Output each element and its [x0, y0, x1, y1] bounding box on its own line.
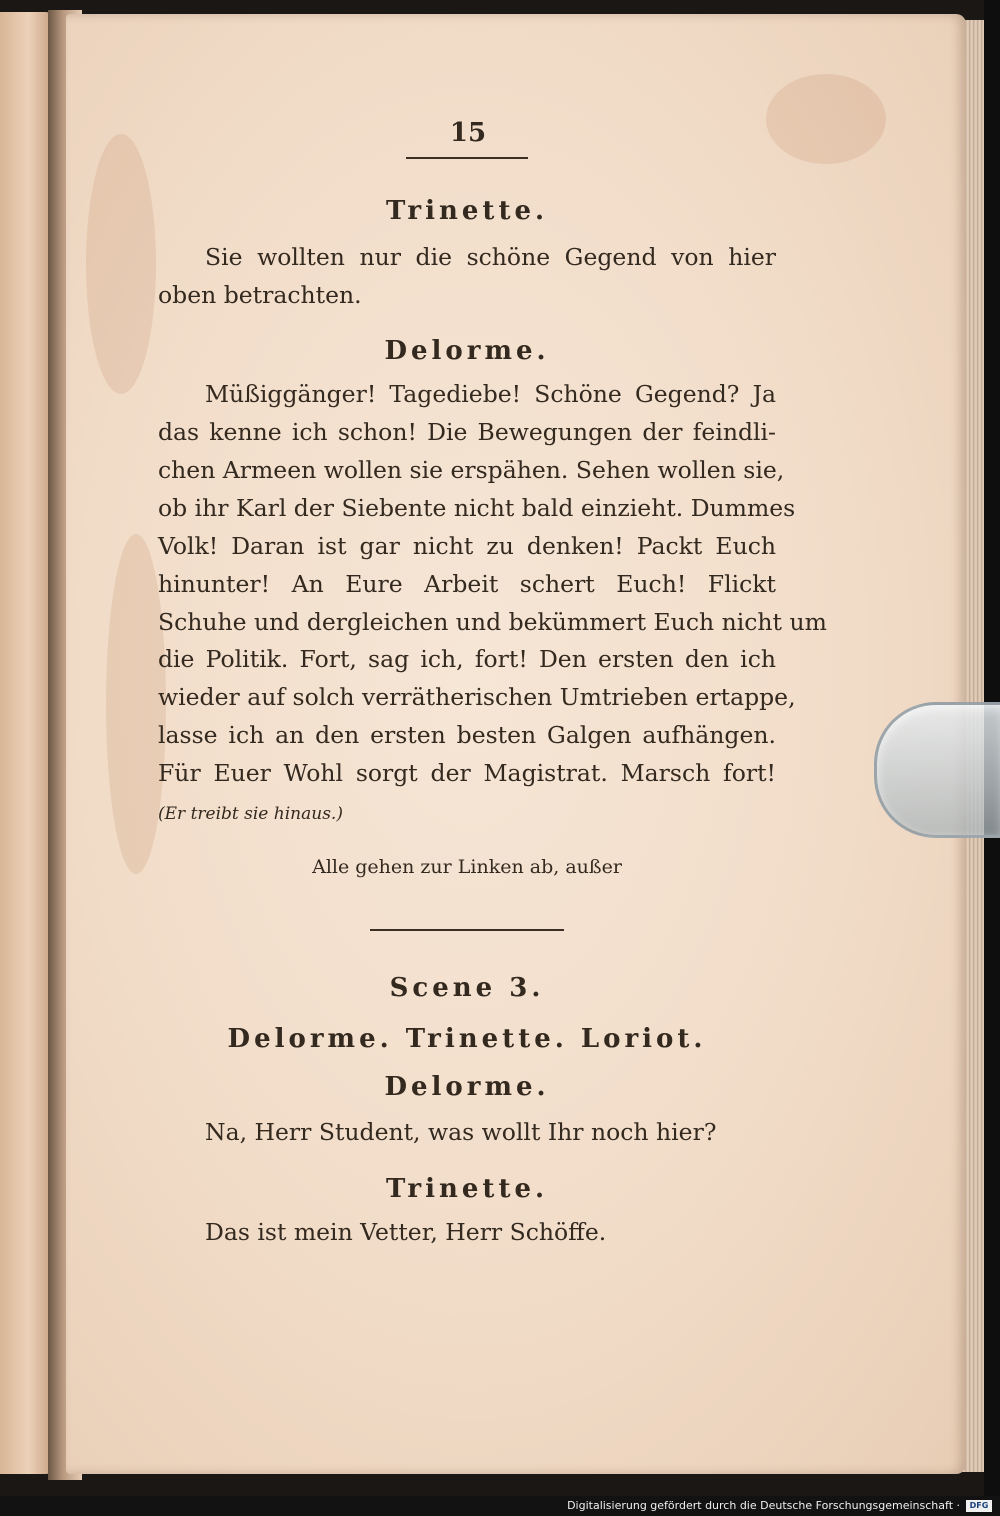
- text-line: hinunter! An Eure Arbeit schert Euch! Flickt: [158, 570, 776, 598]
- text-line: Volk! Daran ist gar nicht zu denken! Packt Euch: [158, 532, 776, 560]
- scene-heading: Scene 3.: [389, 973, 545, 1003]
- page-clip: [874, 702, 1000, 838]
- text-line: lasse ich an den ersten besten Galgen aufhängen.: [158, 721, 776, 749]
- speaker-name: Trinette.: [385, 196, 549, 226]
- text-line: Sie wollten nur die schöne Gegend von hier: [205, 243, 776, 271]
- text-line: chen Armeen wollen sie erspähen. Sehen wollen sie,: [158, 456, 785, 484]
- funding-credit: Digitalisierung gefördert durch die Deutsche Forschungsgemeinschaft ·: [567, 1499, 960, 1512]
- text-line: Das ist mein Vetter, Herr Schöffe.: [205, 1218, 607, 1246]
- page-number: 15: [449, 118, 487, 148]
- text-line: die Politik. Fort, sag ich, fort! Den ersten den ich: [158, 645, 776, 673]
- left-page-edge: [0, 12, 52, 1474]
- text-line: das kenne ich schon! Die Bewegungen der feindli-: [158, 418, 776, 446]
- text-line: Für Euer Wohl sorgt der Magistrat. Marsch fort!: [158, 759, 776, 787]
- page-stain: [86, 134, 156, 394]
- text-line: wieder auf solch verrätherischen Umtrieben ertappe,: [158, 683, 796, 711]
- dfg-logo-icon: DFG: [966, 1500, 992, 1512]
- text-line: Na, Herr Student, was wollt Ihr noch hier?: [205, 1118, 717, 1146]
- scene-characters: Delorme. Trinette. Loriot.: [227, 1024, 707, 1054]
- header-rule: [406, 157, 528, 159]
- section-rule: [370, 929, 564, 931]
- page-stain: [766, 74, 886, 164]
- stage-direction: (Er treibt sie hinaus.): [158, 804, 343, 824]
- stage-direction: Alle gehen zur Linken ab, außer: [312, 856, 622, 878]
- text-line: Schuhe und dergleichen und bekümmert Euch nicht um: [158, 608, 827, 636]
- text-line: ob ihr Karl der Siebente nicht bald einzieht. Dummes: [158, 494, 796, 522]
- speaker-name: Trinette.: [385, 1174, 549, 1204]
- speaker-name: Delorme.: [384, 336, 550, 366]
- footer-bar: [0, 1496, 1000, 1516]
- text-line: Müßiggänger! Tagediebe! Schöne Gegend? Ja: [205, 380, 776, 408]
- page-stain: [106, 534, 166, 874]
- speaker-name: Delorme.: [384, 1072, 550, 1102]
- text-line: oben betrachten.: [158, 281, 362, 309]
